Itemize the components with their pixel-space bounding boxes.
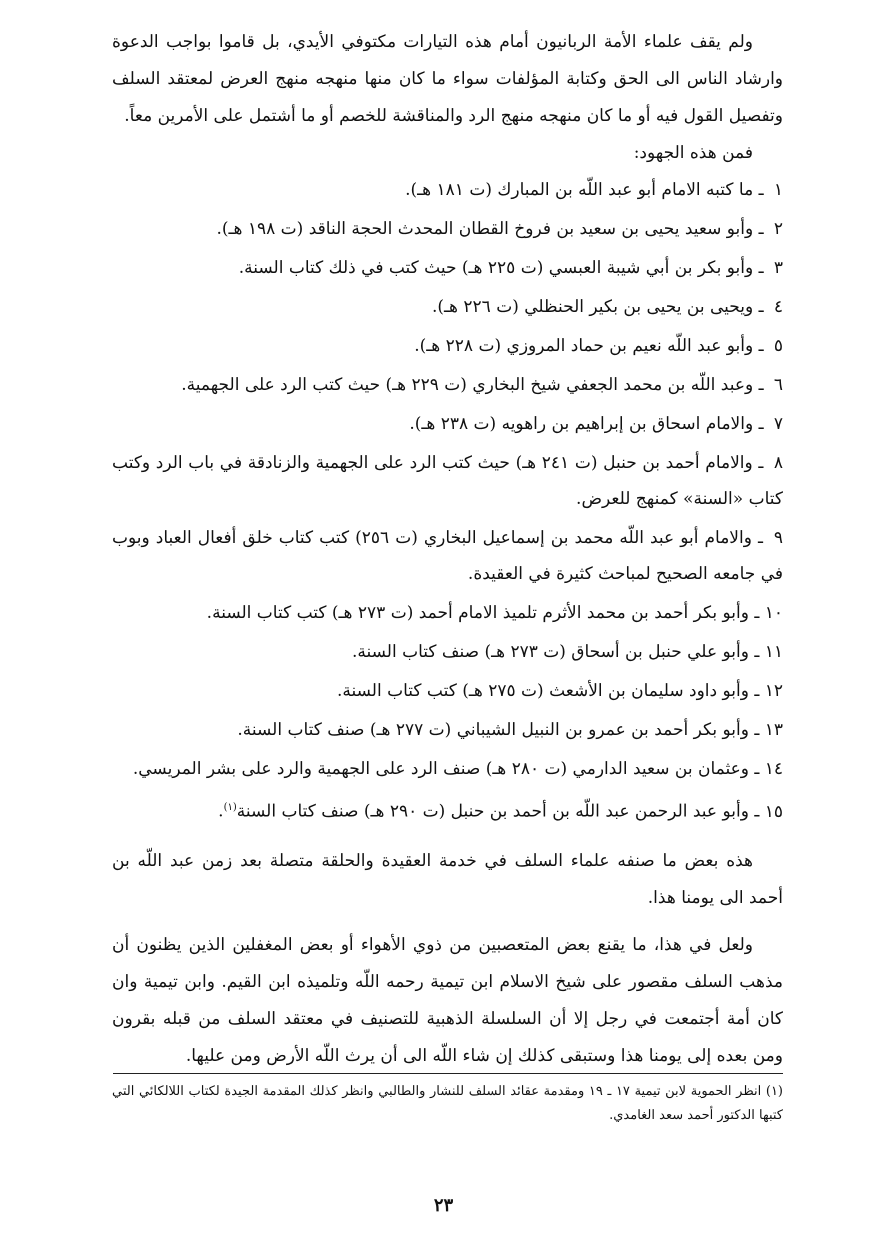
list-item-number: ٧ [773, 414, 783, 434]
list-item: ١٢ ـ وأبو داود سليمان بن الأشعث (ت ٢٧٥ هـ) كتب كتاب السنة. [112, 673, 783, 709]
list-item-tail: . [218, 801, 224, 822]
list-item: ١ ـ ما كتبه الامام أبو عبد اللّه بن المبارك (ت ١٨١ هـ). [112, 172, 783, 208]
scholars-list [112, 172, 783, 830]
list-item-text: وأبو داود سليمان بن الأشعث (ت ٢٧٥ هـ) كتب كتاب السنة. [336, 681, 749, 701]
list-item: ١١ ـ وأبو علي حنبل بن أسحاق (ت ٢٧٣ هـ) صنف كتاب السنة. [112, 634, 783, 670]
list-item: ٣ ـ وأبو بكر بن أبي شيبة العبسي (ت ٢٢٥ هـ) حيث كتب في ذلك كتاب السنة. [112, 250, 783, 286]
closing-paragraph-1: هذه بعض ما صنفه علماء السلف في خدمة العقيدة والحلقة متصلة بعد زمن عبد اللّه بن أحمد الى يومنا هذا. [112, 850, 783, 908]
list-item-text: وعثمان بن سعيد الدارمي (ت ٢٨٠ هـ) صنف الرد على الجهمية والرد على بشر المريسي. [132, 759, 749, 779]
footnote-divider [113, 1073, 783, 1074]
list-item-text: وأبو بكر بن أبي شيبة العبسي (ت ٢٢٥ هـ) حيث كتب في ذلك كتاب السنة. [238, 258, 754, 278]
list-item: ١٠ ـ وأبو بكر أحمد بن محمد الأثرم تلميذ الامام أحمد (ت ٢٧٣ هـ) كتب كتاب السنة. [112, 595, 783, 631]
list-item-number: ١١ [764, 642, 783, 662]
list-item-text: وعبد اللّه بن محمد الجعفي شيخ البخاري (ت ٢٢٩ هـ) حيث كتب الرد على الجهمية. [181, 375, 754, 395]
list-item-text: والامام اسحاق بن إبراهيم بن راهويه (ت ٢٣٨ هـ). [409, 414, 754, 434]
list-item-number: ٢ [773, 219, 783, 239]
list-item: ٧ ـ والامام اسحاق بن إبراهيم بن راهويه (ت ٢٣٨ هـ). [112, 406, 783, 442]
list-item-text: ويحيى بن يحيى بن بكير الحنظلي (ت ٢٢٦ هـ). [432, 297, 754, 317]
list-item: ٤ ـ ويحيى بن يحيى بن بكير الحنظلي (ت ٢٢٦ هـ). [112, 289, 783, 325]
list-item-text: والامام أبو عبد اللّه محمد بن إسماعيل البخاري (ت ٢٥٦) كتب كتاب خلق أفعال العباد وبوب في جامعه الصحيح لمباحث كثيرة في العقيدة. [112, 528, 783, 584]
list-item-text: وأبو عبد اللّه نعيم بن حماد المروزي (ت ٢٢٨ هـ). [414, 336, 754, 356]
list-item: ٦ ـ وعبد اللّه بن محمد الجعفي شيخ البخاري (ت ٢٢٩ هـ) حيث كتب الرد على الجهمية. [112, 367, 783, 403]
list-item-text: ما كتبه الامام أبو عبد اللّه بن المبارك (ت ١٨١ هـ). [405, 180, 754, 200]
list-item-number: ٨ [773, 453, 783, 473]
list-item: ١٥ ـ وأبو عبد الرحمن عبد اللّه بن أحمد بن حنبل (ت ٢٩٠ هـ) صنف كتاب السنة$^{(١)}$. [112, 790, 783, 830]
list-item-number: ٦ [773, 375, 783, 395]
list-item-text: وأبو بكر أحمد بن محمد الأثرم تلميذ الامام أحمد (ت ٢٧٣ هـ) كتب كتاب السنة. [206, 603, 749, 623]
list-item-text: وأبو علي حنبل بن أسحاق (ت ٢٧٣ هـ) صنف كتاب السنة. [351, 642, 749, 662]
footnote-ref: (١) [223, 802, 237, 813]
list-item-text: والامام أحمد بن حنبل (ت ٢٤١ هـ) حيث كتب الرد على الجهمية والزنادقة في باب الرد وكتب كتاب «السنة» كمنهج للعرض. [112, 453, 783, 509]
list-item-number: ١٤ [764, 759, 783, 779]
list-item-number: ٣ [773, 258, 783, 278]
intro-paragraph: ولم يقف علماء الأمة الربانيون أمام هذه التيارات مكتوفي الأيدي، بل قاموا بواجب الدعوة وارشاد الناس الى الحق وكتابة المؤلفات سواء ما كان منها منهجه منهج العرض لمعتقد السلف وتفصيل القول فيه أو ما كان منهجه منهج الرد والمناقشة للخصم أو ما أشتمل على الأمرين معاً. [112, 32, 783, 126]
page-number: ٢٣ [433, 1195, 454, 1216]
list-item-text: وأبو بكر أحمد بن عمرو بن النبيل الشيباني (ت ٢٧٧ هـ) صنف كتاب السنة. [237, 720, 749, 740]
list-item-text: وأبو سعيد يحيى بن سعيد بن فروخ القطان المحدث الحجة الناقد (ت ١٩٨ هـ). [216, 219, 754, 239]
list-item: ٢ ـ وأبو سعيد يحيى بن سعيد بن فروخ القطان المحدث الحجة الناقد (ت ١٩٨ هـ). [112, 211, 783, 247]
list-item-number: ١٢ [764, 681, 783, 701]
list-item-number: ١ [773, 180, 783, 200]
closing-paragraph-2: ولعل في هذا، ما يقنع بعض المتعصبين من ذوي الأهواء أو بعض المغفلين الذين يظنون أن مذهب السلف مقصور على شيخ الاسلام ابن تيمية رحمه اللّه وتلميذه ابن القيم. وابن تيمية وان كان أمة أجتمعت في رجل إلا أن السلسلة الذهبية للتصنيف في معتقد السلف من قبله بقرون ومن بعده إلى يومنا هذا وستبقى كذلك إن شاء اللّه الى أن يرث اللّه الأرض ومن عليها. [112, 934, 783, 1066]
list-item-number: ٩ [773, 528, 783, 548]
list-item-number: ١٠ [764, 603, 783, 623]
list-item: ١٤ ـ وعثمان بن سعيد الدارمي (ت ٢٨٠ هـ) صنف الرد على الجهمية والرد على بشر المريسي. [112, 751, 783, 787]
main-text [112, 24, 783, 1075]
list-item-number: ١٣ [764, 720, 783, 740]
list-item: ٩ ـ والامام أبو عبد اللّه محمد بن إسماعيل البخاري (ت ٢٥٦) كتب كتاب خلق أفعال العباد وبوب في جامعه الصحيح لمباحث كثيرة في العقيدة. [112, 520, 783, 592]
list-item: ٥ ـ وأبو عبد اللّه نعيم بن حماد المروزي (ت ٢٢٨ هـ). [112, 328, 783, 364]
list-item-text: وأبو عبد الرحمن عبد اللّه بن أحمد بن حنبل (ت ٢٩٠ هـ) صنف كتاب السنة [236, 801, 749, 822]
list-heading: فمن هذه الجهود: [633, 143, 753, 163]
list-item: ٨ ـ والامام أحمد بن حنبل (ت ٢٤١ هـ) حيث كتب الرد على الجهمية والزنادقة في باب الرد وكتب كتاب «السنة» كمنهج للعرض. [112, 445, 783, 517]
list-item: ١٣ ـ وأبو بكر أحمد بن عمرو بن النبيل الشيباني (ت ٢٧٧ هـ) صنف كتاب السنة. [112, 712, 783, 748]
list-item-number: ١٥ [764, 801, 783, 822]
list-item-number: ٥ [773, 336, 783, 356]
footnote: (١) انظر الحموية لابن تيمية ١٧ ـ ١٩ ومقدمة عقائد السلف للنشار والطالبي وانظر كذلك المقدمة الجيدة لكتاب اللالكائي التي كتبها الدكتور أحمد سعد الغامدي. [112, 1084, 783, 1123]
list-item-number: ٤ [773, 297, 783, 317]
